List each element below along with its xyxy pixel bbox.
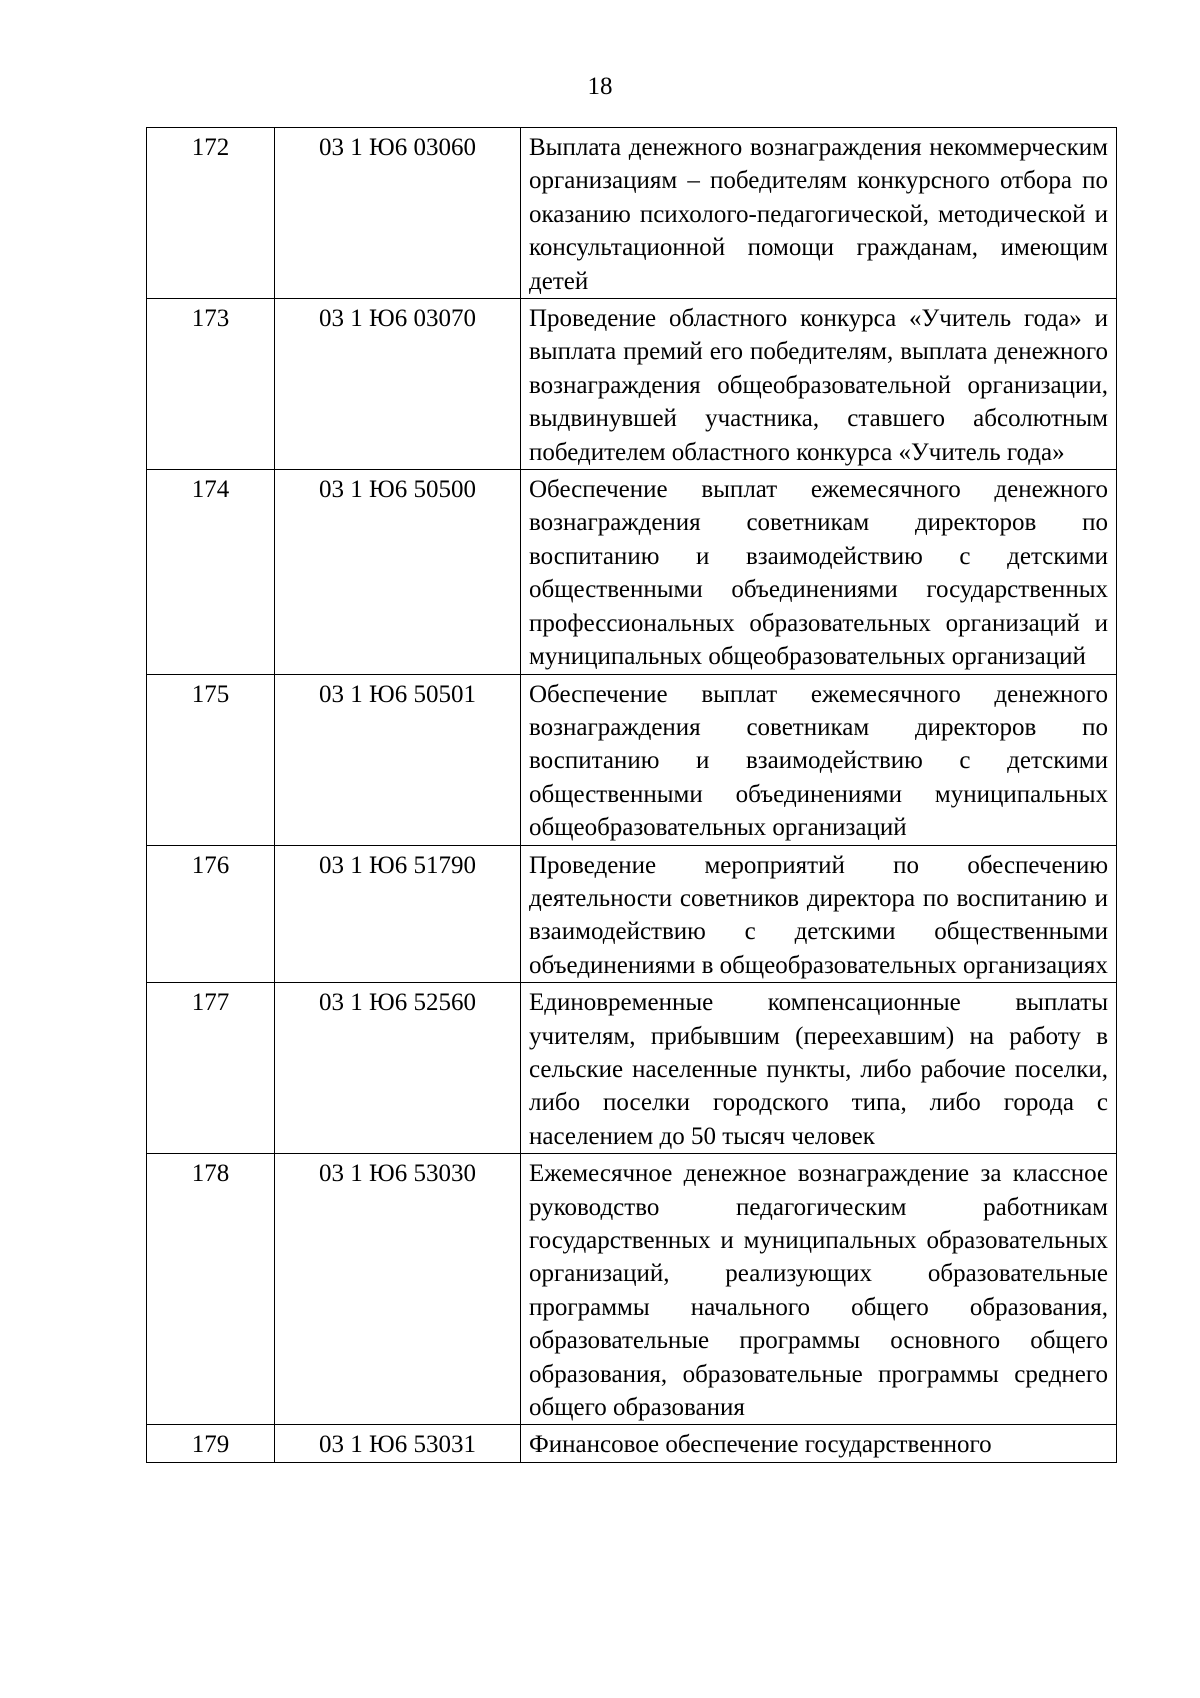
budget-code: 03 1 Ю6 50500: [275, 470, 521, 674]
row-description: Проведение областного конкурса «Учитель года» и выплата премий его победителям, выплата денежного вознаграждения общеобразовательной организации, выдвинувшей участника, ставшего абсолютным победителем областного конкурса «Учитель года»: [521, 299, 1117, 470]
row-description: Обеспечение выплат ежемесячного денежного вознаграждения советникам директоров по воспитанию и взаимодействию с детскими общественными объединениями муниципальных общеобразовательных организаций: [521, 674, 1117, 845]
row-number: 179: [147, 1425, 275, 1462]
budget-code: 03 1 Ю6 53030: [275, 1154, 521, 1425]
budget-classification-table: [146, 127, 1117, 1463]
row-description: Финансовое обеспечение государственного: [521, 1425, 1117, 1462]
table-row: [147, 470, 1117, 674]
row-number: 177: [147, 983, 275, 1154]
budget-code: 03 1 Ю6 51790: [275, 845, 521, 983]
table-row: [147, 299, 1117, 470]
budget-code: 03 1 Ю6 52560: [275, 983, 521, 1154]
budget-code: 03 1 Ю6 53031: [275, 1425, 521, 1462]
budget-code: 03 1 Ю6 03070: [275, 299, 521, 470]
table-row: [147, 1154, 1117, 1425]
row-number: 172: [147, 128, 275, 299]
table-row: [147, 983, 1117, 1154]
row-number: 174: [147, 470, 275, 674]
row-number: 175: [147, 674, 275, 845]
row-description: Проведение мероприятий по обеспечению деятельности советников директора по воспитанию и взаимодействию с детскими общественными объединениями в общеобразовательных организациях: [521, 845, 1117, 983]
row-description: Выплата денежного вознаграждения некоммерческим организациям – победителям конкурсного отбора по оказанию психолого-педагогической, методической и консультационной помощи гражданам, имеющим детей: [521, 128, 1117, 299]
row-number: 176: [147, 845, 275, 983]
table-row: [147, 845, 1117, 983]
page-number: 18: [587, 73, 613, 100]
budget-code: 03 1 Ю6 03060: [275, 128, 521, 299]
row-description: Обеспечение выплат ежемесячного денежного вознаграждения советникам директоров по воспитанию и взаимодействию с детскими общественными объединениями государственных профессиональных образовательных организаций и муниципальных общеобразовательных организаций: [521, 470, 1117, 674]
table-row: [147, 674, 1117, 845]
table-row: [147, 1425, 1117, 1462]
row-description: Ежемесячное денежное вознаграждение за классное руководство педагогическим работникам государственных и муниципальных образовательных организаций, реализующих образовательные программы начального общего образования, образовательные программы основного общего образования, образовательные программы среднего общего образования: [521, 1154, 1117, 1425]
table-row: [147, 128, 1117, 299]
row-number: 178: [147, 1154, 275, 1425]
row-number: 173: [147, 299, 275, 470]
budget-code: 03 1 Ю6 50501: [275, 674, 521, 845]
row-description: Единовременные компенсационные выплаты учителям, прибывшим (переехавшим) на работу в сельские населенные пункты, либо рабочие поселки, либо поселки городского типа, либо города с населением до 50 тысяч человек: [521, 983, 1117, 1154]
